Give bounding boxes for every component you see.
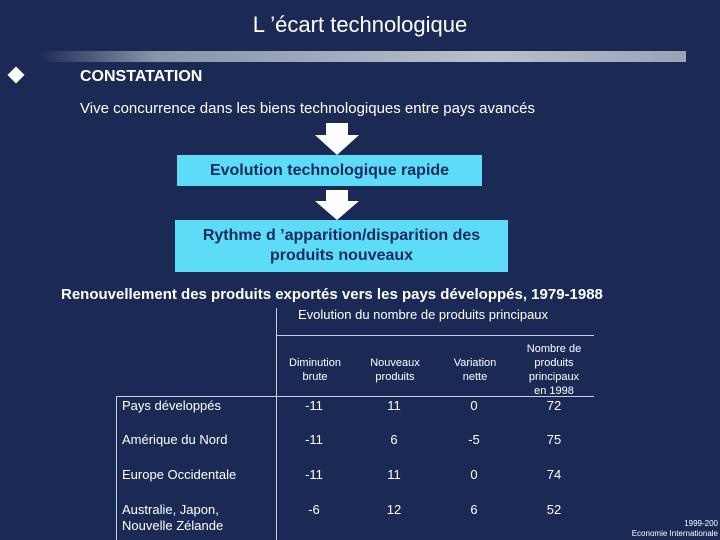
table-divider (116, 396, 117, 540)
table-cell: 75 (546, 432, 562, 447)
table-cell: 11 (387, 398, 401, 413)
renewal-caption: Renouvellement des produits exportés vers les pays développés, 1979-1988 (61, 286, 603, 303)
slide-title: L ’écart technologique (252, 12, 468, 37)
table-cell: 72 (546, 398, 562, 413)
footer-note: 1999-200 Economie Internationale (631, 519, 718, 538)
table-cell: 11 (387, 467, 401, 482)
table-cell: -11 (305, 432, 323, 447)
table-cell: 0 (470, 398, 478, 413)
rhythm-box-line1: Rythme d ’apparition/disparition des (202, 227, 481, 244)
table-cell: -6 (308, 502, 320, 517)
column-header: Variation nette (453, 357, 497, 383)
table-title: Evolution du nombre de produits principaux (298, 307, 549, 322)
down-arrow-icon (315, 190, 359, 220)
row-label: Amérique du Nord (122, 432, 228, 447)
table-cell: 12 (386, 502, 402, 517)
table-cell: -5 (468, 432, 480, 447)
table-cell: 52 (546, 502, 562, 517)
section-heading: CONSTATATION (80, 68, 203, 85)
evolution-box: Evolution technologique rapide (177, 155, 482, 186)
rhythm-box (175, 220, 508, 272)
row-label: Pays développés (122, 398, 222, 413)
subheading-text: Vive concurrence dans les biens technologiques entre pays avancés (80, 100, 536, 117)
row-label: Australie, Japon, Nouvelle Zélande (122, 502, 224, 533)
row-label: Europe Occidentale (122, 467, 237, 482)
table-cell: 6 (470, 502, 478, 517)
table-cell: 74 (546, 467, 562, 482)
table-divider (276, 335, 594, 336)
rhythm-box-line2: produits nouveaux (269, 247, 414, 264)
column-header: Nouveaux produits (370, 357, 420, 383)
table-cell: 6 (390, 432, 398, 447)
table-divider (276, 308, 277, 540)
column-header: Diminution brute (289, 357, 341, 383)
title-divider (38, 51, 686, 62)
diamond-bullet-icon (8, 67, 25, 84)
column-header: Nombre de produits principaux en 1998 (526, 343, 582, 397)
table-cell: -11 (305, 398, 323, 413)
table-cell: -11 (305, 467, 323, 482)
table-cell: 0 (470, 467, 478, 482)
down-arrow-icon (315, 123, 359, 155)
